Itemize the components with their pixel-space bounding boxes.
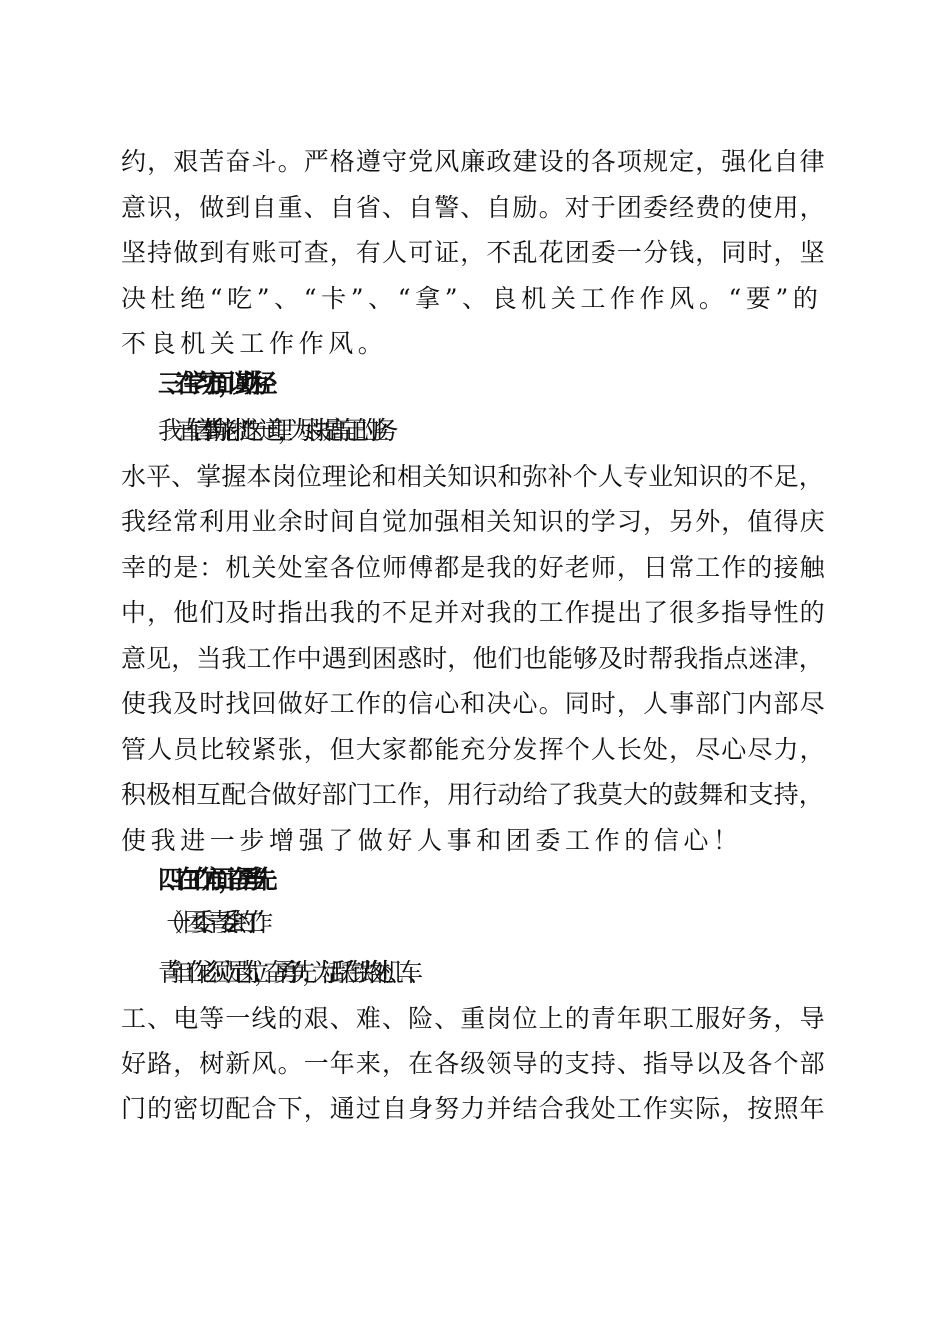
paragraph-line: 好路，树新风。一年来，在各级领导的支持、指导以及各个部 (121, 1049, 826, 1078)
paragraph-line: 意见，当我工作中遇到困惑时，他们也能够及时帮我指点迷津， (121, 644, 824, 673)
paragraph-line: 幸的是：机关处室各位师傅都是我的好老师，日常工作的接触 (121, 553, 826, 582)
paragraph-line: 工、电等一线的艰、难、险、重岗位上的青年职工服好务，导 (121, 1004, 826, 1033)
paragraph-line: 约，艰苦奋斗。严格遵守党风廉政建设的各项规定，强化自律 (121, 147, 826, 176)
paragraph-line: 青年工作必须立足岗位，奋勇争先，为活跃在铁路处机、车、 (158, 958, 418, 987)
paragraph-line: 不良机关工作作风。 (121, 329, 388, 358)
paragraph-line: 门的密切配合下，通过自身努力并结合我处工作实际，按照年 (121, 1094, 826, 1123)
paragraph-line: 水平、掌握本岗位理论和相关知识和弥补个人专业知识的不足， (121, 462, 824, 491)
paragraph-line: 使我及时找回做好工作的信心和决心。同时，人事部门内部尽 (121, 689, 826, 718)
paragraph-line: 决杜绝“吃”、“卡”、“拿”、良机关工作作风。“要”的 (121, 284, 823, 313)
paragraph-line: 中，他们及时指出我的不足并对我的工作提出了很多指导性的 (121, 598, 826, 627)
section-heading-work: 四、在工作方面，奋勇当先 (158, 865, 262, 894)
paragraph-line: 积极相互配合做好部门工作，用行动给了我莫大的鼓舞和支持， (121, 780, 824, 809)
paragraph-line: 管人员比较紧张，但大家都能充分发挥个人长处，尽心尽力， (121, 735, 826, 764)
paragraph-line: 使我进一步增强了做好人事和团委工作的信心！ (121, 826, 743, 855)
section-heading-study: 三、在学习方面，以勤为径 (158, 369, 262, 398)
paragraph-line: 意识，做到自重、自省、自警、自励。对于团委经费的使用， (121, 193, 826, 222)
paragraph-line: 坚持做到有账可查，有人可证，不乱花团委一分钱，同时，坚 (121, 238, 826, 267)
subsection-heading: （一）团委、青委会的工作 (158, 908, 257, 937)
paragraph-line: 我一直信奉“勤能补拙”这一道理，为尽快提高自己的业务 (158, 416, 384, 445)
paragraph-line: 我经常利用业余时间自觉加强相关知识的学习，另外，值得庆 (121, 507, 826, 536)
